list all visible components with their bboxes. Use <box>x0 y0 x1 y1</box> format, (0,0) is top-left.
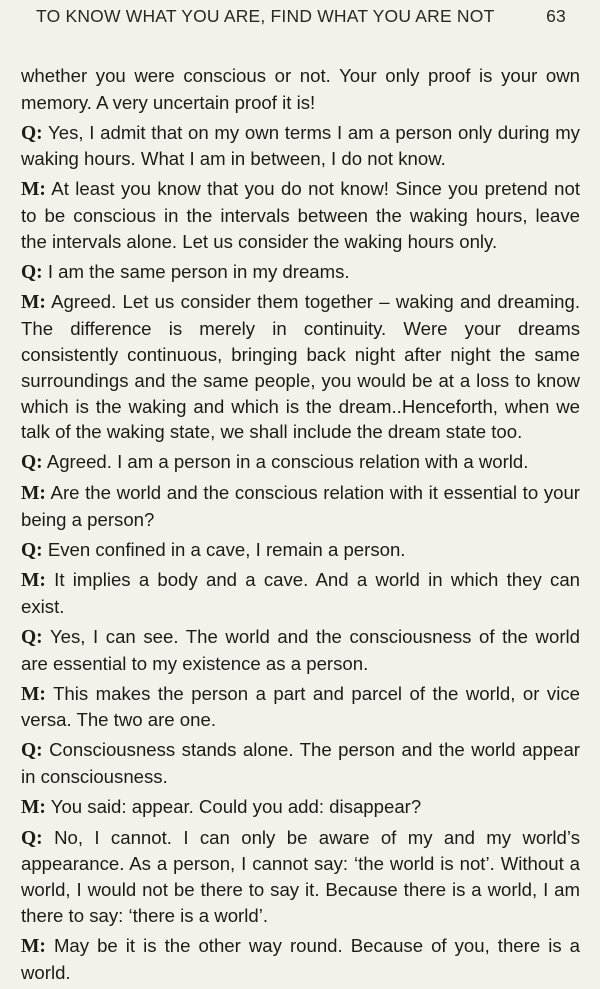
paragraph-text: Agreed. I am a person in a conscious relation with a world. <box>46 451 529 473</box>
paragraph-text: At least you know that you do not know! Since you pretend not to be conscious in the intervals between the waking hours, leave the intervals alone. Let us consider the waking hours only. <box>21 178 580 252</box>
paragraph-text: May be it is the other way round. Because of you, there is a world. <box>21 934 580 983</box>
paragraph <box>21 794 580 821</box>
paragraph <box>21 63 580 116</box>
paragraph <box>21 120 580 173</box>
speaker-label: Q: <box>21 539 43 561</box>
paragraph-text: Even confined in a cave, I remain a person. <box>47 538 406 560</box>
paragraph <box>21 289 580 445</box>
paragraph <box>21 176 580 254</box>
speaker-label: M: <box>21 292 46 314</box>
paragraph <box>21 624 580 677</box>
page-number: 63 <box>546 6 566 26</box>
speaker-label: M: <box>21 570 46 592</box>
speaker-label: M: <box>21 935 46 957</box>
paragraph-text: whether you were conscious or not. Your only proof is your own memory. A very uncertain proof it is! <box>21 65 580 113</box>
running-title: TO KNOW WHAT YOU ARE, FIND WHAT YOU ARE NOT <box>36 6 495 26</box>
paragraph <box>21 480 580 533</box>
speaker-label: Q: <box>21 261 43 283</box>
speaker-label: Q: <box>21 452 43 474</box>
paragraph <box>21 259 580 286</box>
speaker-label: Q: <box>21 740 43 762</box>
paragraph <box>21 933 580 986</box>
paragraph-text: This makes the person a part and parcel of the world, or vice versa. The two are one. <box>21 682 580 731</box>
paragraph <box>21 825 580 929</box>
speaker-label: M: <box>21 179 46 201</box>
speaker-label: M: <box>21 482 46 504</box>
paragraph-text: Are the world and the conscious relation with it essential to your being a person? <box>21 481 580 530</box>
paragraph <box>21 567 580 620</box>
paragraph-text: No, I cannot. I can only be aware of my and my world’s appearance. As a person, I cannot say: ‘the world is not’. Without a world, I would not be there to say it. Because there is a world, I am there to say: ‘there is a world’. <box>21 826 580 926</box>
paragraph <box>21 681 580 734</box>
speaker-label: M: <box>21 683 46 705</box>
paragraph-text: Agreed. Let us consider them together – waking and dreaming. The difference is merely in continuity. Were your dreams consistently continuous, bringing back night after night the same surroundings and the same people, you would be at a loss to know which is the waking and which is the dream..Henceforth, when we talk of the waking state, we shall include the dream state too. <box>21 291 580 443</box>
speaker-label: Q: <box>21 626 43 648</box>
paragraph <box>21 737 580 790</box>
speaker-label: M: <box>21 796 46 818</box>
paragraph <box>21 537 580 564</box>
speaker-label: Q: <box>21 827 43 849</box>
paragraph-text: It implies a body and a cave. And a world in which they can exist. <box>21 569 580 618</box>
paragraph-text: Yes, I admit that on my own terms I am a person only during my waking hours. What I am in between, I do not know. <box>21 121 580 170</box>
page-body <box>21 63 580 989</box>
paragraph-text: Consciousness stands alone. The person and the world appear in consciousness. <box>21 739 580 787</box>
paragraph-text: Yes, I can see. The world and the consciousness of the world are essential to my existence as a person. <box>21 625 580 674</box>
paragraph-text: I am the same person in my dreams. <box>47 260 350 282</box>
paragraph <box>21 449 580 476</box>
running-header <box>36 6 566 27</box>
speaker-label: Q: <box>21 122 43 144</box>
paragraph-text: You said: appear. Could you add: disappear? <box>50 795 422 817</box>
